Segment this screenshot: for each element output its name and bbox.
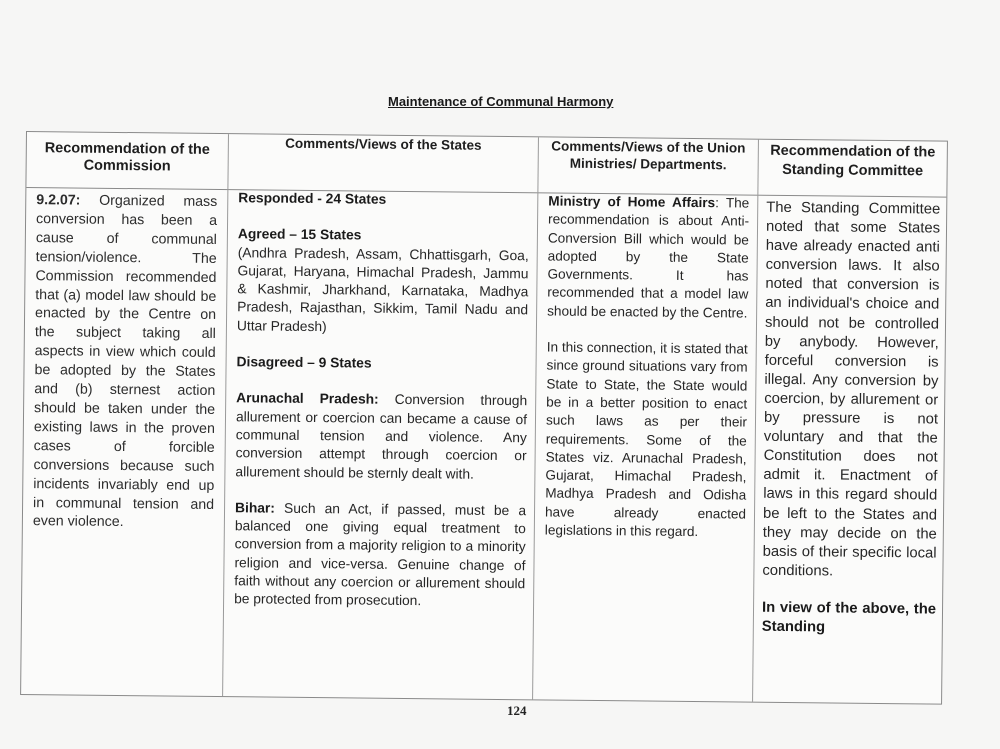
commission-recommendation bbox=[23, 187, 228, 533]
header-commission: Recommendation of the Commission bbox=[44, 140, 210, 175]
cell-ministries bbox=[533, 192, 758, 701]
committee-para-1: The Standing Committee noted that some States have already enacted anti conversion laws. It also noted that conversion is an individual's choice and should not be controlled by anybody. However, forceful conversion is illegal. Any conversion by coercion, by allurement or by pressure is not voluntary and that the Constitution does not admit it. Enactment of laws in this regard should be left to the States and they may decide on the basis of their specific local conditions. bbox=[762, 199, 941, 580]
committee-recommendation bbox=[754, 195, 947, 639]
header-states: Comments/Views of the States bbox=[285, 135, 482, 153]
committee-para-2: In view of the above, the Standing bbox=[761, 599, 937, 636]
agreed-heading: Agreed – 15 States bbox=[237, 226, 362, 243]
table-row bbox=[21, 187, 946, 704]
bihar-text: Such an Act, if passed, must be a balanced one giving equal treatment to conversion from a majority religion to a minority religion and vice-versa. Genuine change of faith without any coercion or allurement should be protected from prosecution. bbox=[234, 500, 527, 609]
cell-commission bbox=[21, 187, 228, 696]
bihar-comment bbox=[234, 499, 526, 612]
disagreed-heading: Disagreed – 9 States bbox=[236, 354, 372, 371]
arunachal-comment bbox=[235, 390, 527, 485]
responded-count: Responded - 24 States bbox=[238, 190, 387, 207]
page-number: 124 bbox=[507, 703, 527, 718]
cell-states bbox=[223, 189, 538, 699]
header-cell-commission bbox=[26, 132, 229, 189]
ministry-label: Ministry of Home Affairs bbox=[548, 193, 716, 211]
recommendation-ref: 9.2.07: bbox=[36, 192, 81, 209]
arunachal-text: Conversion through allurement or coercion can became a cause of communal tension and violence. Any conversion attempt through coercion or allurement should be sternly dealt with. bbox=[235, 392, 528, 482]
mha-text-1: The recommendation is about Anti-Conversion Bill which would be adopted by the State Governments. It has recommended that a model law should be enacted by the Centre. bbox=[547, 195, 750, 321]
agreed-states-list: (Andhra Pradesh, Assam, Chhattisgarh, Goa, Gujarat, Haryana, Himachal Pradesh, Jammu & Kashmir, Jharkhand, Karnataka, Madhya Pradesh, Rajasthan, Sikkim, Tamil Nadu and Uttar Pradesh) bbox=[236, 244, 529, 334]
header-committee: Recommendation of the Standing Committee bbox=[770, 142, 936, 180]
ministry-label-colon: : bbox=[715, 195, 719, 211]
header-cell-states bbox=[228, 134, 539, 192]
mha-para-1 bbox=[547, 192, 749, 322]
page-title: Maintenance of Communal Harmony bbox=[388, 94, 614, 109]
header-cell-committee bbox=[758, 140, 947, 197]
recommendation-text: Organized mass conversion has been a cause of communal tension/violence. The Commission recommended that (a) model law should be enacted by the Centre on the subject taking all aspects in view which could be adopted by the States and (b) sternest action should be taken under the existing laws in the proven cases of forcible conversions because such incidents invariably end up in communal tension and even violence. bbox=[32, 192, 218, 531]
header-ministries: Comments/Views of the Union Ministries/ Departments. bbox=[551, 138, 746, 173]
states-comments bbox=[224, 189, 537, 612]
arunachal-label: Arunachal Pradesh: bbox=[236, 390, 379, 408]
cell-committee bbox=[753, 195, 946, 704]
bihar-label: Bihar: bbox=[234, 500, 276, 516]
recommendations-table bbox=[20, 131, 948, 705]
ministries-comments bbox=[535, 192, 758, 542]
mha-para-2: In this connection, it is stated that since ground situations vary from State to State, the State would be in a better position to enact such laws as per their requirements. Some of the States viz. Arunachal Pradesh, Gujarat, Himachal Pradesh, Madhya Pradesh and Odisha have already enacted legislations in this regard. bbox=[544, 339, 748, 540]
header-cell-ministries bbox=[538, 137, 759, 194]
